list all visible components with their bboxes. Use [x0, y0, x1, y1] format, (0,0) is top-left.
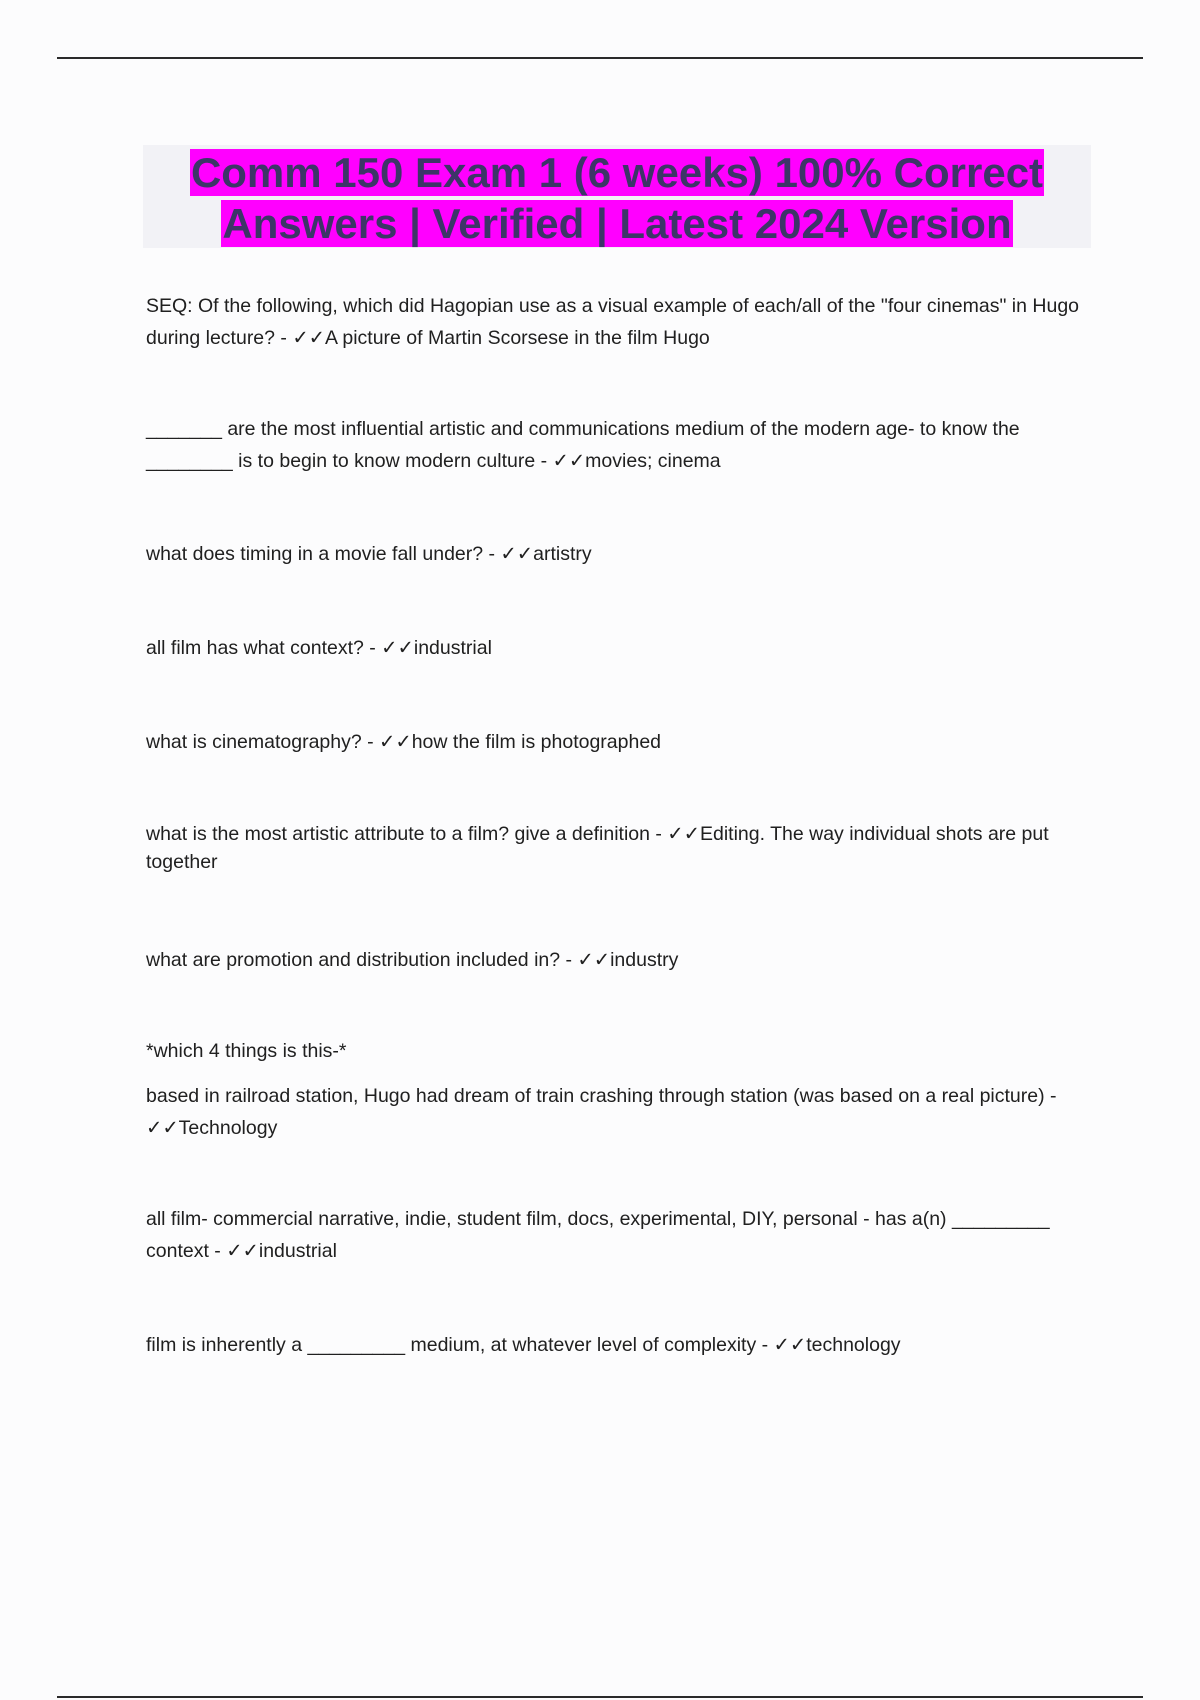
qa-item: all film has what context? - ✓✓industrial	[146, 637, 492, 659]
qa-item: based in railroad station, Hugo had dream of train crashing through station (was based on a real picture) - ✓✓Technology	[146, 1085, 1057, 1139]
qa-item: *which 4 things is this-*	[146, 1040, 347, 1062]
bottom-divider	[57, 1696, 1143, 1698]
qa-item: what does timing in a movie fall under? - ✓✓artistry	[146, 543, 592, 565]
qa-item: what are promotion and distribution included in? - ✓✓industry	[146, 949, 679, 971]
qa-item: what is cinematography? - ✓✓how the film is photographed	[146, 731, 662, 753]
qa-item: all film- commercial narrative, indie, student film, docs, experimental, DIY, personal - has a(n) _________ context - ✓✓industrial	[146, 1208, 1050, 1262]
title-block	[143, 145, 1091, 248]
title-highlight: Comm 150 Exam 1 (6 weeks) 100% Correct Answers | Verified | Latest 2024 Version	[190, 149, 1044, 247]
qa-item: film is inherently a _________ medium, at whatever level of complexity - ✓✓technology	[146, 1334, 901, 1356]
top-divider	[57, 57, 1143, 59]
document-title	[143, 145, 1091, 249]
qa-item: _______ are the most influential artistic and communications medium of the modern age- to know the ________ is to begin to know modern culture - ✓✓movies; cinema	[146, 418, 1020, 472]
qa-item: SEQ: Of the following, which did Hagopian use as a visual example of each/all of the "four cinemas" in Hugo during lecture? - ✓✓A picture of Martin Scorsese in the film Hugo	[146, 295, 1080, 349]
qa-item: what is the most artistic attribute to a film? give a definition - ✓✓Editing. The way individual shots are put together	[146, 823, 1049, 873]
